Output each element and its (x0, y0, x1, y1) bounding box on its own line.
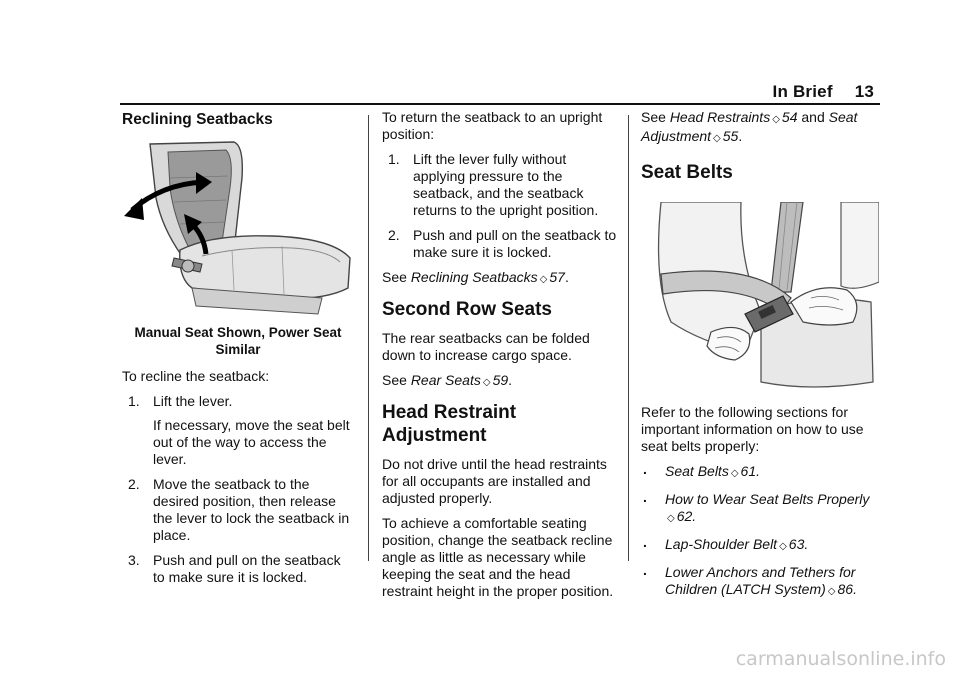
page-ref-icon: ◇ (713, 133, 721, 144)
header-rule (120, 103, 880, 105)
step-text: Move the seatback to the desired position, then release the lever to lock the seatback in place. (153, 476, 350, 543)
step-number: 2. (388, 227, 400, 243)
bullet: . (643, 562, 647, 578)
seat-belts-heading: Seat Belts (641, 162, 733, 183)
see-reference (641, 109, 879, 147)
step-item (122, 476, 354, 544)
seat-belts-intro: Refer to the following sections for important information on how to use seat belts properly: (641, 404, 864, 454)
figure-caption: Manual Seat Shown, Power Seat Similar (134, 325, 342, 357)
see-reference (382, 269, 618, 288)
page-ref-icon: ◇ (482, 377, 491, 388)
seat-belt-references (641, 463, 879, 600)
head-restraint-text-1: Do not drive until the head restraints for all occupants are installed and adjusted properly. (382, 456, 607, 506)
ref-text: Lower Anchors and Tethers for Children (LATCH System) (665, 564, 856, 597)
rear-seats-link[interactable] (411, 372, 508, 388)
upright-steps (382, 151, 618, 261)
list-item (641, 463, 879, 482)
ref-text: Lap-Shoulder Belt (665, 536, 778, 552)
step-item (382, 227, 618, 261)
head-restraints-link[interactable] (670, 109, 798, 125)
list-item (641, 491, 879, 527)
ref-end: . (508, 372, 513, 388)
see-reference (382, 372, 618, 391)
lap-shoulder-belt-link[interactable]: Lap-Shoulder Belt ◇ 63. (665, 536, 809, 552)
step-note: If necessary, move the seat belt out of the way to access the lever. (153, 417, 350, 467)
and-label: and (801, 109, 825, 125)
column-divider (628, 115, 629, 561)
second-row-heading: Second Row Seats (382, 299, 552, 320)
see-label: See (382, 269, 407, 285)
page-ref-icon: ◇ (730, 468, 739, 479)
ref-page: 55 (722, 128, 739, 144)
ref-page: 63 (788, 536, 805, 552)
ref-text: Rear Seats (410, 372, 481, 388)
ref-page: 57 (549, 269, 565, 285)
recline-steps (122, 393, 354, 586)
step-item (382, 151, 618, 219)
column-2 (382, 109, 618, 608)
second-row-text: The rear seatbacks can be folded down to increase cargo space. (382, 330, 590, 363)
seat-recline-illustration (122, 138, 354, 318)
see-label: See (641, 109, 666, 125)
ref-end: . (564, 269, 569, 285)
step-text: Lift the lever fully without applying pressure to the seatback, and the seatback returns to the upright position. (413, 151, 599, 218)
step-number: 3. (128, 552, 140, 568)
page-ref-icon: ◇ (539, 274, 548, 285)
ref-text: How to Wear Seat Belts Properly (665, 491, 870, 507)
wear-seat-belts-link[interactable]: How to Wear Seat Belts Properly ◇ 62. (665, 491, 870, 524)
ref-page: 54 (781, 109, 798, 125)
latch-system-link[interactable]: Lower Anchors and Tethers for Children (LATCH System) ◇ 86. (665, 564, 857, 597)
see-label: See (382, 372, 407, 388)
bullet: . (643, 489, 647, 505)
section-heading: Reclining Seatbacks (122, 111, 273, 128)
ref-page: 61 (740, 463, 757, 479)
page-ref-icon: ◇ (667, 513, 675, 524)
page-ref-icon: ◇ (827, 586, 836, 597)
intro-text: To recline the seatback: (122, 368, 270, 384)
step-number: 1. (128, 393, 140, 409)
column-1 (122, 109, 354, 594)
step-text: Lift the lever. (153, 393, 233, 409)
step-item (122, 393, 354, 468)
section-title: In Brief (772, 82, 833, 101)
list-item (641, 564, 879, 600)
seat-belt-buckle-illustration (641, 202, 879, 398)
page-number: 13 (854, 82, 874, 101)
reclining-seatbacks-link[interactable] (411, 269, 565, 285)
page-ref-icon: ◇ (772, 114, 780, 125)
seat-belts-link[interactable]: Seat Belts ◇ 61. (665, 463, 760, 479)
ref-text: Seat Belts (665, 463, 729, 479)
ref-page: 62 (676, 508, 693, 524)
step-text: Push and pull on the seatback to make sure it is locked. (413, 227, 617, 260)
step-number: 1. (388, 151, 400, 167)
ref-page: 86 (837, 581, 854, 597)
step-text: Push and pull on the seatback to make sure it is locked. (153, 552, 341, 585)
ref-page: 59 (492, 372, 509, 388)
bullet: . (643, 534, 647, 550)
watermark-text: carmanualsonline.info (735, 648, 946, 670)
ref-text: Seat Adjustment (641, 109, 858, 144)
step-item (122, 552, 354, 586)
page-ref-icon: ◇ (779, 541, 787, 552)
head-restraint-text-2: To achieve a comfortable seating position, change the seatback recline angle as little as necessary while keeping the seat and the head restraint height in the proper position. (382, 515, 614, 599)
step-number: 2. (128, 476, 140, 492)
ref-text: Reclining Seatbacks (410, 269, 538, 285)
list-item (641, 536, 879, 555)
ref-end: . (738, 128, 743, 144)
column-3 (641, 109, 879, 609)
page-header (773, 82, 874, 102)
ref-text: Head Restraints (669, 109, 771, 125)
column-divider (368, 115, 369, 561)
intro-text: To return the seatback to an upright position: (382, 109, 603, 142)
head-restraint-heading: Head Restraint Adjustment (382, 402, 517, 446)
bullet: . (643, 461, 647, 477)
